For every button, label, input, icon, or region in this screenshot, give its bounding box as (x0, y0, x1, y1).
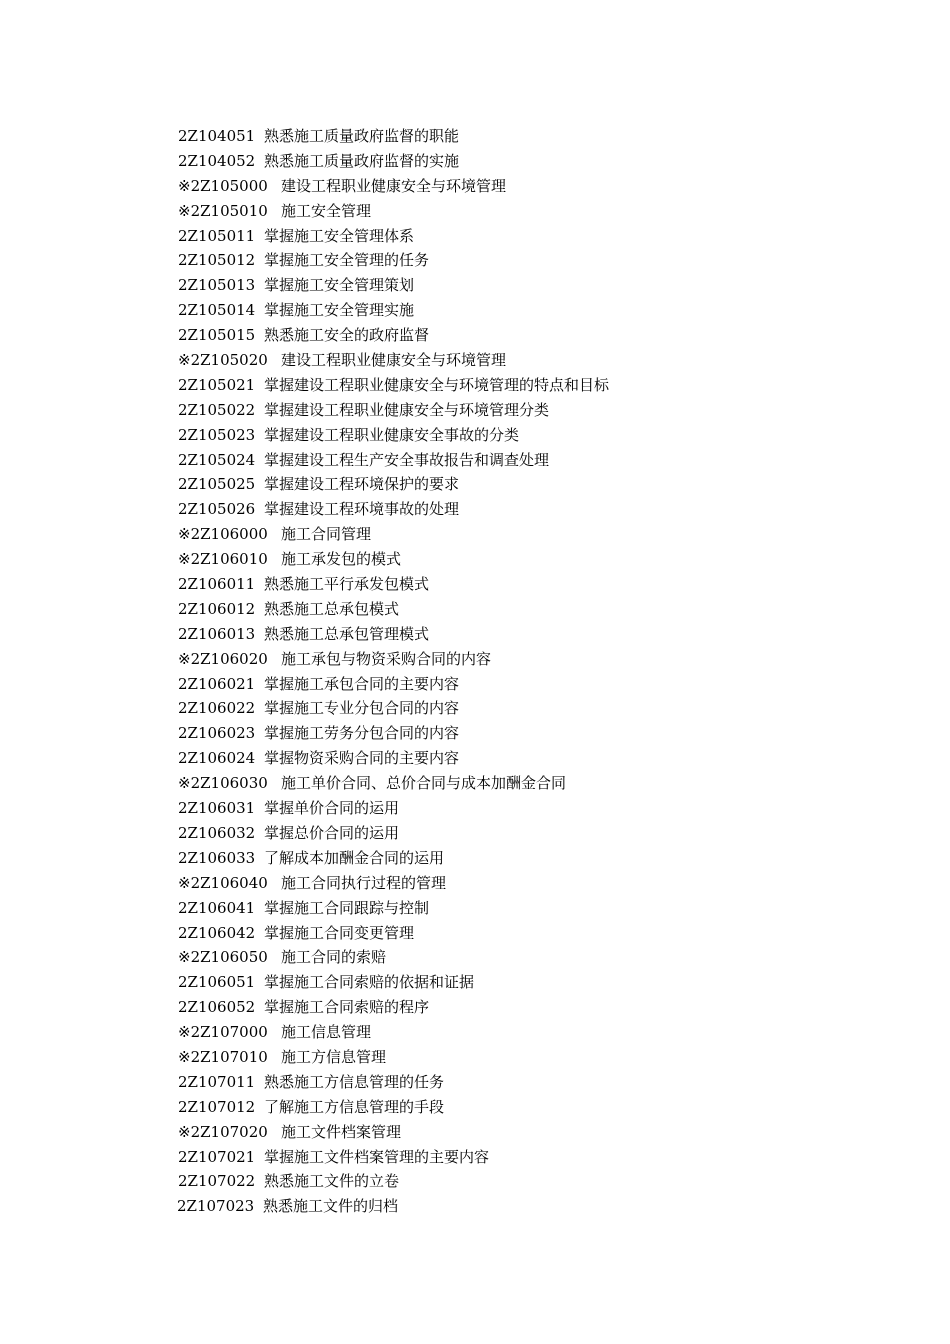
outline-section-heading (178, 1020, 609, 1045)
item-title: 施工文件档案管理 (281, 1122, 402, 1141)
item-code: 2Z105015 (178, 326, 256, 345)
item-title: 掌握施工专业分包合同的内容 (264, 699, 460, 718)
outline-item (178, 746, 609, 771)
item-code: 2Z107011 (178, 1072, 256, 1091)
outline-item (178, 149, 609, 174)
item-code: 2Z104052 (178, 151, 256, 170)
outline-item (178, 1169, 609, 1194)
outline-item (178, 1070, 609, 1095)
item-code: ※2Z107010 (178, 1047, 268, 1066)
item-code: 2Z106024 (178, 749, 256, 768)
outline-item (178, 224, 609, 249)
outline-item (178, 995, 609, 1020)
outline-item (178, 298, 609, 323)
outline-item (178, 896, 609, 921)
item-title: 掌握施工承包合同的主要内容 (264, 674, 460, 693)
item-title: 掌握施工安全管理实施 (264, 301, 415, 320)
outline-item (177, 1194, 609, 1219)
item-title: 掌握建设工程职业健康安全事故的分类 (264, 425, 520, 444)
item-title: 掌握施工合同变更管理 (264, 923, 415, 942)
item-code: 2Z107021 (178, 1147, 256, 1166)
item-title: 掌握建设工程职业健康安全与环境管理的特点和目标 (264, 375, 610, 394)
outline-item (178, 821, 609, 846)
item-code: 2Z105014 (178, 301, 256, 320)
item-title: 施工承发包的模式 (281, 550, 402, 569)
outline-item (178, 398, 609, 423)
item-title: 建设工程职业健康安全与环境管理 (281, 176, 507, 195)
outline-item (178, 323, 609, 348)
item-code: 2Z105022 (178, 400, 256, 419)
item-code: 2Z105026 (178, 500, 256, 519)
syllabus-outline (178, 124, 609, 1219)
item-title: 熟悉施工总承包管理模式 (264, 624, 430, 643)
item-code: ※2Z105020 (178, 351, 268, 370)
item-title: 施工信息管理 (281, 1023, 372, 1042)
item-title: 熟悉施工总承包模式 (264, 599, 400, 618)
item-title: 施工承包与物资采购合同的内容 (281, 649, 492, 668)
item-title: 熟悉施工安全的政府监督 (264, 326, 430, 345)
item-title: 了解成本加酬金合同的运用 (264, 848, 445, 867)
outline-section-heading (178, 871, 609, 896)
outline-item (178, 672, 609, 697)
item-title: 建设工程职业健康安全与环境管理 (281, 351, 507, 370)
item-title: 熟悉施工文件的归档 (263, 1197, 399, 1216)
item-code: ※2Z107000 (178, 1023, 268, 1042)
item-title: 熟悉施工质量政府监督的实施 (264, 151, 460, 170)
outline-section-heading (178, 1120, 609, 1145)
item-title: 掌握施工合同索赔的依据和证据 (264, 973, 475, 992)
item-code: 2Z106011 (178, 575, 256, 594)
item-code: ※2Z106020 (178, 649, 268, 668)
outline-item (178, 796, 609, 821)
item-code: ※2Z106010 (178, 550, 268, 569)
outline-section-heading (178, 945, 609, 970)
item-title: 了解施工方信息管理的手段 (264, 1097, 445, 1116)
item-code: 2Z107012 (178, 1097, 256, 1116)
item-code: 2Z106051 (178, 973, 256, 992)
outline-item (178, 423, 609, 448)
item-title: 施工方信息管理 (281, 1047, 387, 1066)
outline-item (178, 597, 609, 622)
item-code: 2Z105012 (178, 251, 256, 270)
outline-section-heading (178, 348, 609, 373)
item-code: 2Z107023 (177, 1197, 255, 1216)
item-code: 2Z105013 (178, 276, 256, 295)
item-code: 2Z106023 (178, 724, 256, 743)
item-code: ※2Z106000 (178, 525, 268, 544)
item-title: 施工合同执行过程的管理 (281, 873, 447, 892)
outline-section-heading (178, 522, 609, 547)
outline-item (178, 373, 609, 398)
item-title: 掌握建设工程环境事故的处理 (264, 500, 460, 519)
item-code: ※2Z106030 (178, 774, 268, 793)
item-code: 2Z106013 (178, 624, 256, 643)
item-title: 熟悉施工方信息管理的任务 (264, 1072, 445, 1091)
outline-item (178, 970, 609, 995)
outline-section-heading (178, 647, 609, 672)
outline-item (178, 622, 609, 647)
outline-section-heading (178, 199, 609, 224)
item-code: 2Z106052 (178, 998, 256, 1017)
item-code: 2Z105025 (178, 475, 256, 494)
item-code: 2Z104051 (178, 127, 256, 145)
item-code: 2Z106033 (178, 848, 256, 867)
outline-item (178, 696, 609, 721)
item-code: ※2Z105000 (178, 176, 268, 195)
item-code: 2Z105024 (178, 450, 256, 469)
outline-item (178, 1145, 609, 1170)
item-title: 掌握施工合同索赔的程序 (264, 998, 430, 1017)
item-code: 2Z105023 (178, 425, 256, 444)
outline-item (178, 448, 609, 473)
item-code: 2Z106012 (178, 599, 256, 618)
item-title: 掌握总价合同的运用 (264, 823, 400, 842)
item-code: 2Z105021 (178, 375, 256, 394)
item-title: 掌握施工安全管理的任务 (264, 251, 430, 270)
item-title: 掌握单价合同的运用 (264, 799, 400, 818)
item-code: 2Z106041 (178, 898, 256, 917)
item-code: ※2Z106050 (178, 948, 268, 967)
item-code: 2Z105011 (178, 226, 256, 245)
item-title: 掌握物资采购合同的主要内容 (264, 749, 460, 768)
outline-item (178, 497, 609, 522)
item-title: 施工合同的索赔 (281, 948, 387, 967)
item-title: 掌握施工安全管理策划 (264, 276, 415, 295)
outline-item (178, 248, 609, 273)
outline-section-heading (178, 547, 609, 572)
item-title: 掌握施工合同跟踪与控制 (264, 898, 430, 917)
item-title: 熟悉施工质量政府监督的职能 (264, 127, 460, 145)
item-code: ※2Z107020 (178, 1122, 268, 1141)
item-title: 掌握建设工程生产安全事故报告和调查处理 (264, 450, 550, 469)
item-title: 掌握施工文件档案管理的主要内容 (264, 1147, 490, 1166)
outline-item (178, 572, 609, 597)
outline-item (178, 921, 609, 946)
outline-item (178, 846, 609, 871)
item-code: 2Z106022 (178, 699, 256, 718)
item-code: ※2Z105010 (178, 201, 268, 220)
item-title: 掌握施工安全管理体系 (264, 226, 415, 245)
outline-section-heading (178, 174, 609, 199)
outline-item (178, 1095, 609, 1120)
outline-section-heading (178, 1045, 609, 1070)
item-title: 施工单价合同、总价合同与成本加酬金合同 (281, 774, 567, 793)
item-title: 施工合同管理 (281, 525, 372, 544)
item-code: 2Z106042 (178, 923, 256, 942)
item-code: ※2Z106040 (178, 873, 268, 892)
item-code: 2Z106032 (178, 823, 256, 842)
outline-section-heading (178, 771, 609, 796)
item-title: 掌握建设工程职业健康安全与环境管理分类 (264, 400, 550, 419)
outline-item (178, 721, 609, 746)
outline-item (178, 472, 609, 497)
item-title: 施工安全管理 (281, 201, 372, 220)
outline-item (178, 124, 609, 149)
item-code: 2Z106021 (178, 674, 256, 693)
item-title: 掌握建设工程环境保护的要求 (264, 475, 460, 494)
item-title: 熟悉施工文件的立卷 (264, 1172, 400, 1191)
item-title: 掌握施工劳务分包合同的内容 (264, 724, 460, 743)
item-code: 2Z106031 (178, 799, 256, 818)
outline-item (178, 273, 609, 298)
item-code: 2Z107022 (178, 1172, 256, 1191)
item-title: 熟悉施工平行承发包模式 (264, 575, 430, 594)
